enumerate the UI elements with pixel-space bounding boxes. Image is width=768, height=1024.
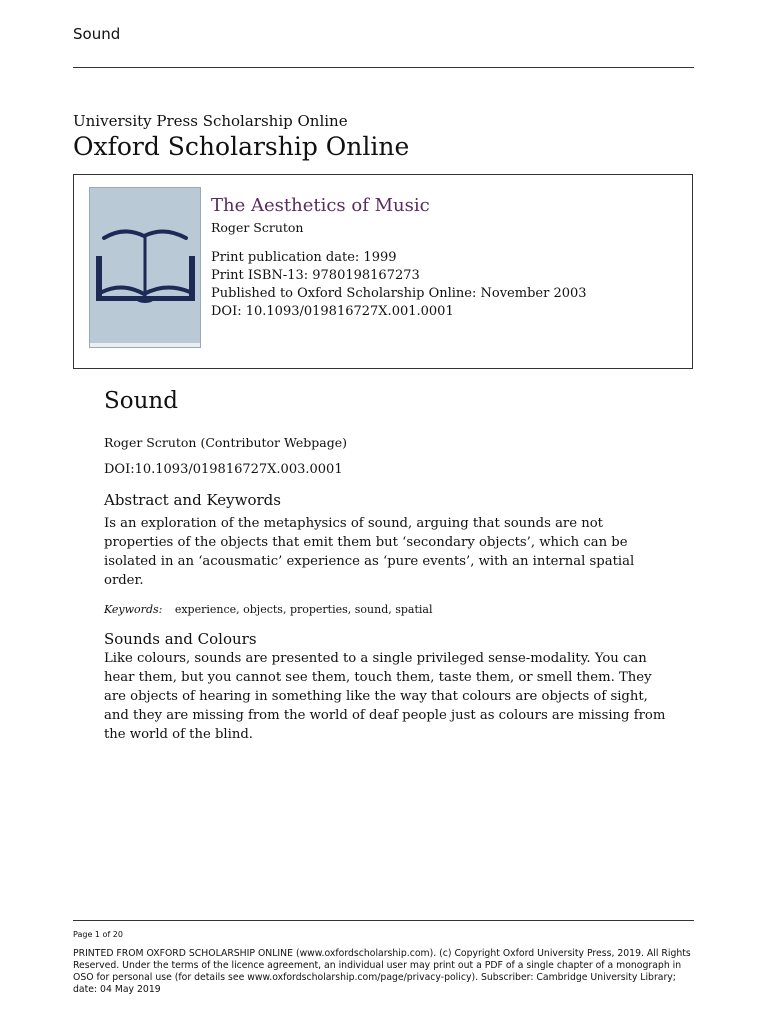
print-isbn: Print ISBN-13: 9780198167273 xyxy=(211,268,420,283)
book-cover xyxy=(89,187,201,348)
book-info-box xyxy=(73,174,693,369)
press-line: University Press Scholarship Online xyxy=(73,112,348,130)
running-head: Sound xyxy=(73,25,121,43)
abstract-heading: Abstract and Keywords xyxy=(104,491,281,509)
keywords-label: Keywords: xyxy=(104,603,163,616)
book-author: Roger Scruton xyxy=(211,220,304,235)
open-book-icon xyxy=(94,224,198,306)
header-divider xyxy=(73,67,694,68)
section-heading: Sounds and Colours xyxy=(104,630,257,648)
chapter-title: Sound xyxy=(104,388,178,414)
print-publication-date: Print publication date: 1999 xyxy=(211,250,397,265)
platform-title: Oxford Scholarship Online xyxy=(73,132,410,161)
keywords-line xyxy=(104,603,674,616)
online-publication-date: Published to Oxford Scholarship Online: November 2003 xyxy=(211,286,587,301)
section-body-text: Like colours, sounds are presented to a single privileged sense-modality. You can hear them, but you cannot see them, touch them, taste them, or smell them. They are objects of hearing in something like the way that colours are objects of sight, and they are missing from the world of deaf people just as colours are missing from the world of the blind. xyxy=(104,651,666,742)
footer-divider xyxy=(73,920,694,921)
book-title[interactable]: The Aesthetics of Music xyxy=(211,195,430,216)
abstract-text: Is an exploration of the metaphysics of sound, arguing that sounds are not properties of the objects that emit them but ‘secondary objects’, which can be isolated in an ‘acousmatic’ experience as ‘pure events’, with an internal spatial order. xyxy=(104,516,635,588)
page-number: Page 1 of 20 xyxy=(73,930,123,939)
chapter-contributor[interactable]: Roger Scruton (Contributor Webpage) xyxy=(104,435,347,450)
book-doi: DOI: 10.1093/019816727X.001.0001 xyxy=(211,304,454,319)
keywords-list: experience, objects, properties, sound, spatial xyxy=(174,603,433,616)
chapter-doi: DOI:10.1093/019816727X.003.0001 xyxy=(104,462,343,477)
copyright-notice: PRINTED FROM OXFORD SCHOLARSHIP ONLINE (www.oxfordscholarship.com). (c) Copyright Oxford University Press, 2019. All Rights Reserved. Under the terms of the licence agreement, an individual user may print out a PDF of a single chapter of a monograph in OSO for personal use (for details see www.oxfordscholarship.com/page/privacy-policy). Subscriber: Cambridge University Library; date: 04 May 2019 xyxy=(73,948,691,995)
